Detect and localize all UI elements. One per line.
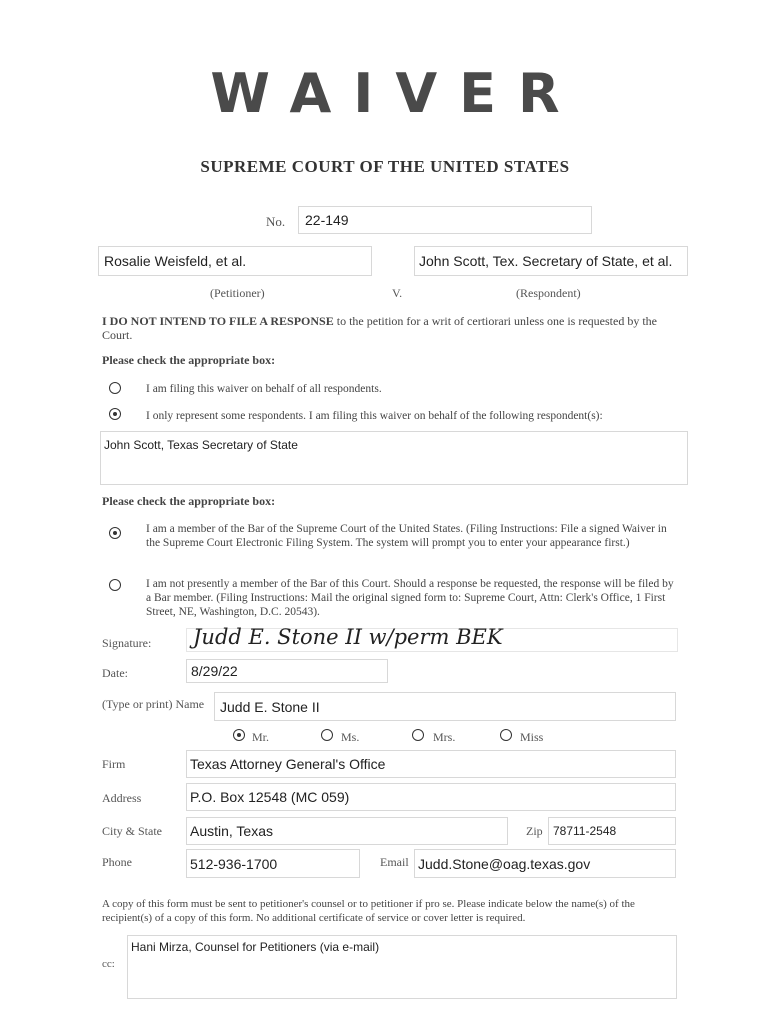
salutation-mr-radio[interactable] — [233, 729, 245, 741]
zip-label: Zip — [526, 824, 543, 838]
salutation-mr-label: Mr. — [252, 730, 270, 744]
section2-heading: Please check the appropriate box: — [102, 494, 276, 508]
firm-label: Firm — [102, 757, 126, 771]
signature-label: Signature: — [102, 636, 152, 650]
bar-member-radio[interactable] — [109, 527, 121, 539]
section1-heading: Please check the appropriate box: — [102, 353, 276, 367]
date-label: Date: — [102, 666, 128, 680]
case-number-label: No. — [266, 214, 286, 229]
email-label: Email — [380, 855, 409, 869]
salutation-miss-radio[interactable] — [500, 729, 512, 741]
phone-field[interactable]: 512-936-1700 — [186, 849, 360, 878]
phone-label: Phone — [102, 855, 132, 869]
respondents-field[interactable]: John Scott, Texas Secretary of State — [100, 431, 688, 485]
waiver-statement-bold: I DO NOT INTEND TO FILE A RESPONSE — [102, 314, 334, 328]
form-title: WAIVER — [210, 62, 582, 125]
city-state-field[interactable]: Austin, Texas — [186, 817, 508, 845]
signature-field[interactable] — [186, 625, 678, 652]
address-label: Address — [102, 791, 142, 805]
copy-notice: A copy of this form must be sent to petitioner's counsel or to petitioner if pro se. Please indicate below the name(s) of the recipient(s) of a copy of this form. No additional certificate of service or cover letter is required. — [102, 898, 635, 924]
salutation-ms-radio[interactable] — [321, 729, 333, 741]
date-field[interactable]: 8/29/22 — [186, 659, 388, 683]
salutation-mrs-label: Mrs. — [433, 730, 456, 744]
firm-field[interactable]: Texas Attorney General's Office — [186, 750, 676, 778]
salutation-miss-label: Miss — [520, 730, 544, 744]
court-name: SUPREME COURT OF THE UNITED STATES — [200, 157, 570, 176]
salutation-mrs-radio[interactable] — [412, 729, 424, 741]
waiver-statement — [102, 314, 686, 342]
bar-member-label: I am a member of the Bar of the Supreme Court of the United States. (Filing Instructions: File a signed Waiver in the Supreme Court Electronic Filing System. The system will prompt you to enter your appearance first.) — [146, 523, 667, 549]
respondent-field[interactable]: John Scott, Tex. Secretary of State, et al. — [414, 246, 688, 276]
city-state-label: City & State — [102, 824, 162, 838]
zip-field[interactable]: 78711-2548 — [548, 817, 676, 845]
non-bar-member-label: I am not presently a member of the Bar of this Court. Should a response be requested, the response will be filed by a Bar member. (Filing Instructions: Mail the original signed form to: Supreme Court, Attn: Clerk's Office, 1 First Street, NE, Washington, D.C. 20543). — [146, 578, 674, 618]
address-field[interactable]: P.O. Box 12548 (MC 059) — [186, 783, 676, 811]
all-respondents-radio[interactable] — [109, 382, 121, 394]
petitioner-field[interactable]: Rosalie Weisfeld, et al. — [98, 246, 372, 276]
waiver-statement-rest: to the petition for a writ of certiorari unless one is requested by the Court. — [102, 314, 657, 342]
versus-label: V. — [392, 286, 403, 300]
respondent-caption: (Respondent) — [516, 286, 581, 300]
cc-recipients-field[interactable]: Hani Mirza, Counsel for Petitioners (via e-mail) — [127, 935, 677, 999]
cc-label: cc: — [102, 958, 115, 970]
signature-scrawl: Judd E. Stone II w/perm BEK — [193, 625, 503, 649]
some-respondents-label: I only represent some respondents. I am filing this waiver on behalf of the following respondent(s): — [146, 410, 603, 422]
petitioner-caption: (Petitioner) — [210, 286, 265, 300]
email-field[interactable]: Judd.Stone@oag.texas.gov — [414, 849, 676, 878]
case-number-field[interactable]: 22-149 — [298, 206, 592, 234]
name-field[interactable]: Judd E. Stone II — [214, 692, 676, 721]
salutation-ms-label: Ms. — [341, 730, 360, 744]
some-respondents-radio[interactable] — [109, 408, 121, 420]
all-respondents-label: I am filing this waiver on behalf of all respondents. — [146, 383, 382, 395]
non-bar-member-radio[interactable] — [109, 579, 121, 591]
name-label: (Type or print) Name — [102, 697, 205, 711]
